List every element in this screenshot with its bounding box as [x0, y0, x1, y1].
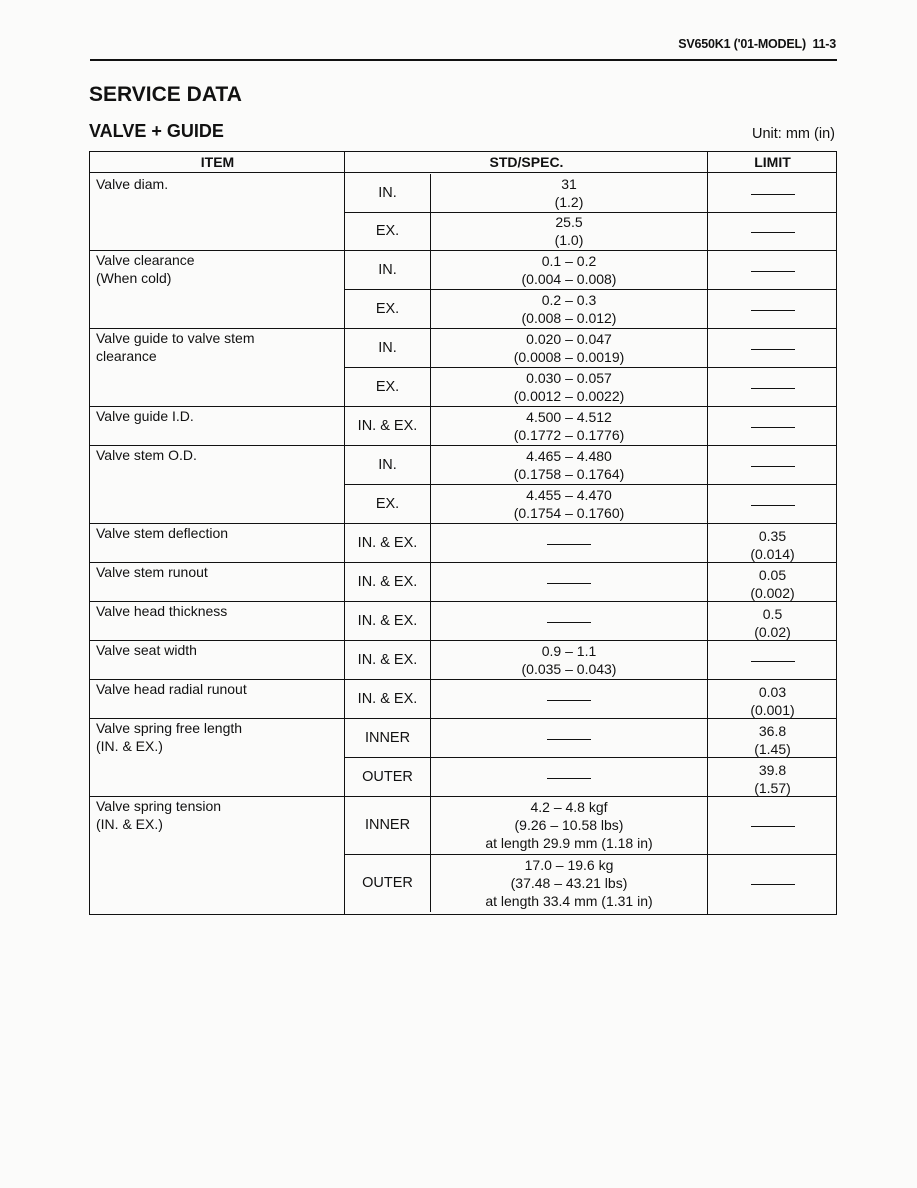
standard-spec — [431, 175, 707, 211]
text-line: 0.9 – 1.1 — [541, 643, 597, 659]
text-line: Valve guide I.D. — [96, 408, 194, 424]
service-limit — [708, 261, 837, 279]
standard-spec — [431, 690, 707, 708]
text-line: at length 29.9 mm (1.18 in) — [485, 835, 653, 851]
text-line: (1.2) — [554, 194, 584, 210]
not-applicable-dash — [751, 427, 795, 428]
text-line: (0.1758 – 0.1764) — [513, 466, 625, 482]
service-limit — [708, 300, 837, 318]
intake-exhaust-type: IN. & EX. — [357, 418, 418, 434]
text-line: at length 33.4 mm (1.31 in) — [485, 893, 653, 909]
standard-spec — [431, 729, 707, 747]
standard-spec — [431, 486, 707, 522]
standard-spec — [431, 573, 707, 591]
intake-exhaust-type: EX. — [375, 301, 400, 317]
service-limit — [708, 605, 837, 641]
text-line: Valve stem O.D. — [96, 447, 197, 463]
text-line: (0.035 – 0.043) — [521, 661, 617, 677]
intake-exhaust-type: IN. & EX. — [357, 574, 418, 590]
service-limit — [708, 339, 837, 357]
text-line: (0.004 – 0.008) — [521, 271, 617, 287]
service-limit — [708, 417, 837, 435]
intake-exhaust-type: IN. & EX. — [357, 691, 418, 707]
header-rule — [90, 59, 837, 61]
text-line: 0.1 – 0.2 — [541, 253, 597, 269]
page-title: SERVICE DATA — [89, 83, 242, 106]
text-line: 0.05 — [758, 567, 787, 583]
text-line: (0.1772 – 0.1776) — [513, 427, 625, 443]
text-line: (0.1754 – 0.1760) — [513, 505, 625, 521]
text-line: 17.0 – 19.6 kg — [524, 857, 614, 873]
intake-exhaust-type: INNER — [364, 730, 411, 746]
intake-exhaust-type: IN. — [378, 185, 397, 201]
not-applicable-dash — [751, 349, 795, 350]
service-limit — [708, 456, 837, 474]
model-name: SV650K1 ('01-MODEL) — [678, 37, 806, 51]
not-applicable-dash — [751, 194, 795, 195]
intake-exhaust-type: IN. — [378, 457, 397, 473]
standard-spec — [431, 768, 707, 786]
service-limit — [708, 184, 837, 202]
intake-exhaust-type: IN. — [378, 262, 397, 278]
text-line: 4.455 – 4.470 — [526, 487, 612, 503]
standard-spec — [431, 330, 707, 366]
text-line: 31 — [561, 176, 577, 192]
text-line: (1.0) — [554, 232, 584, 248]
not-applicable-dash — [751, 884, 795, 885]
not-applicable-dash — [751, 232, 795, 233]
service-limit — [708, 722, 837, 758]
service-limit — [708, 566, 837, 602]
row-divider — [344, 757, 836, 758]
text-line: (IN. & EX.) — [96, 738, 163, 754]
service-limit — [708, 874, 837, 892]
standard-spec — [431, 612, 707, 630]
text-line: (IN. & EX.) — [96, 816, 163, 832]
text-line: (0.02) — [754, 624, 791, 640]
intake-exhaust-type: IN. — [378, 340, 397, 356]
text-line: Valve spring free length — [96, 720, 243, 736]
item-label — [96, 797, 336, 833]
column-header-spec: STD/SPEC. — [345, 152, 708, 173]
text-line: Valve clearance — [96, 252, 195, 268]
item-label — [96, 524, 336, 542]
item-label — [96, 251, 336, 287]
text-line: (0.0012 – 0.0022) — [513, 388, 625, 404]
text-line: Valve spring tension — [96, 798, 222, 814]
not-applicable-dash — [751, 466, 795, 467]
standard-spec — [431, 447, 707, 483]
standard-spec — [431, 642, 707, 678]
text-line: 39.8 — [758, 762, 787, 778]
standard-spec — [431, 213, 707, 249]
service-limit — [708, 378, 837, 396]
text-line: 4.465 – 4.480 — [526, 448, 612, 464]
text-line: (0.0008 – 0.0019) — [513, 349, 625, 365]
not-applicable-dash — [547, 739, 591, 740]
text-line: Valve diam. — [96, 176, 169, 192]
item-label — [96, 407, 336, 425]
text-line: 4.500 – 4.512 — [526, 409, 612, 425]
column-header-limit: LIMIT — [708, 152, 837, 173]
intake-exhaust-type: IN. & EX. — [357, 613, 418, 629]
standard-spec — [431, 252, 707, 288]
standard-spec — [431, 798, 707, 852]
not-applicable-dash — [751, 826, 795, 827]
not-applicable-dash — [547, 700, 591, 701]
section-title: VALVE + GUIDE — [89, 121, 224, 141]
item-label — [96, 719, 336, 755]
service-limit — [708, 761, 837, 797]
text-line: 4.2 – 4.8 kgf — [530, 799, 608, 815]
item-label — [96, 563, 336, 581]
intake-exhaust-type: OUTER — [362, 875, 413, 891]
not-applicable-dash — [547, 544, 591, 545]
intake-exhaust-type: OUTER — [362, 769, 413, 785]
text-line: (9.26 – 10.58 lbs) — [514, 817, 624, 833]
service-limit — [708, 222, 837, 240]
standard-spec — [431, 291, 707, 327]
item-label — [96, 175, 336, 193]
text-line: Valve guide to valve stem — [96, 330, 255, 346]
text-line: 25.5 — [555, 214, 583, 230]
service-limit — [708, 816, 837, 834]
service-limit — [708, 651, 837, 669]
text-line: Valve head radial runout — [96, 681, 247, 697]
service-limit — [708, 683, 837, 719]
not-applicable-dash — [547, 778, 591, 779]
text-line: (0.008 – 0.012) — [521, 310, 617, 326]
page-header — [678, 37, 836, 51]
text-line: 0.03 — [758, 684, 787, 700]
text-line: Valve head thickness — [96, 603, 228, 619]
text-line: 0.030 – 0.057 — [526, 370, 612, 386]
intake-exhaust-type: EX. — [375, 223, 400, 239]
text-line: Valve stem runout — [96, 564, 208, 580]
standard-spec — [431, 856, 707, 910]
not-applicable-dash — [751, 388, 795, 389]
row-divider — [344, 289, 836, 290]
item-label — [96, 329, 336, 365]
item-label — [96, 602, 336, 620]
not-applicable-dash — [751, 661, 795, 662]
valve-guide-table — [89, 151, 837, 915]
text-line: (0.001) — [750, 702, 795, 718]
item-label — [96, 446, 336, 464]
text-line: 0.35 — [758, 528, 787, 544]
page-number: 11-3 — [812, 37, 836, 51]
service-limit — [708, 495, 837, 513]
intake-exhaust-type: IN. & EX. — [357, 652, 418, 668]
text-line: (1.57) — [754, 780, 791, 796]
text-line: clearance — [96, 348, 157, 364]
text-line: Valve seat width — [96, 642, 197, 658]
text-line: (37.48 – 43.21 lbs) — [510, 875, 628, 891]
unit-label: Unit: mm (in) — [752, 126, 835, 142]
item-label — [96, 641, 336, 659]
text-line: 0.5 — [762, 606, 783, 622]
not-applicable-dash — [547, 583, 591, 584]
item-label — [96, 680, 336, 698]
standard-spec — [431, 534, 707, 552]
text-line: (0.002) — [750, 585, 795, 601]
text-line: Valve stem deflection — [96, 525, 229, 541]
not-applicable-dash — [751, 310, 795, 311]
text-line: 36.8 — [758, 723, 787, 739]
row-divider — [344, 367, 836, 368]
text-line: 0.2 – 0.3 — [541, 292, 597, 308]
text-line: (1.45) — [754, 741, 791, 757]
service-limit — [708, 527, 837, 563]
intake-exhaust-type: IN. & EX. — [357, 535, 418, 551]
row-divider — [344, 484, 836, 485]
intake-exhaust-type: EX. — [375, 496, 400, 512]
intake-exhaust-type: EX. — [375, 379, 400, 395]
column-header-item: ITEM — [90, 152, 345, 173]
intake-exhaust-type: INNER — [364, 817, 411, 833]
standard-spec — [431, 408, 707, 444]
not-applicable-dash — [547, 622, 591, 623]
standard-spec — [431, 369, 707, 405]
text-line: 0.020 – 0.047 — [526, 331, 612, 347]
text-line: (When cold) — [96, 270, 172, 286]
not-applicable-dash — [751, 505, 795, 506]
not-applicable-dash — [751, 271, 795, 272]
row-divider — [344, 854, 836, 855]
text-line: (0.014) — [750, 546, 795, 562]
